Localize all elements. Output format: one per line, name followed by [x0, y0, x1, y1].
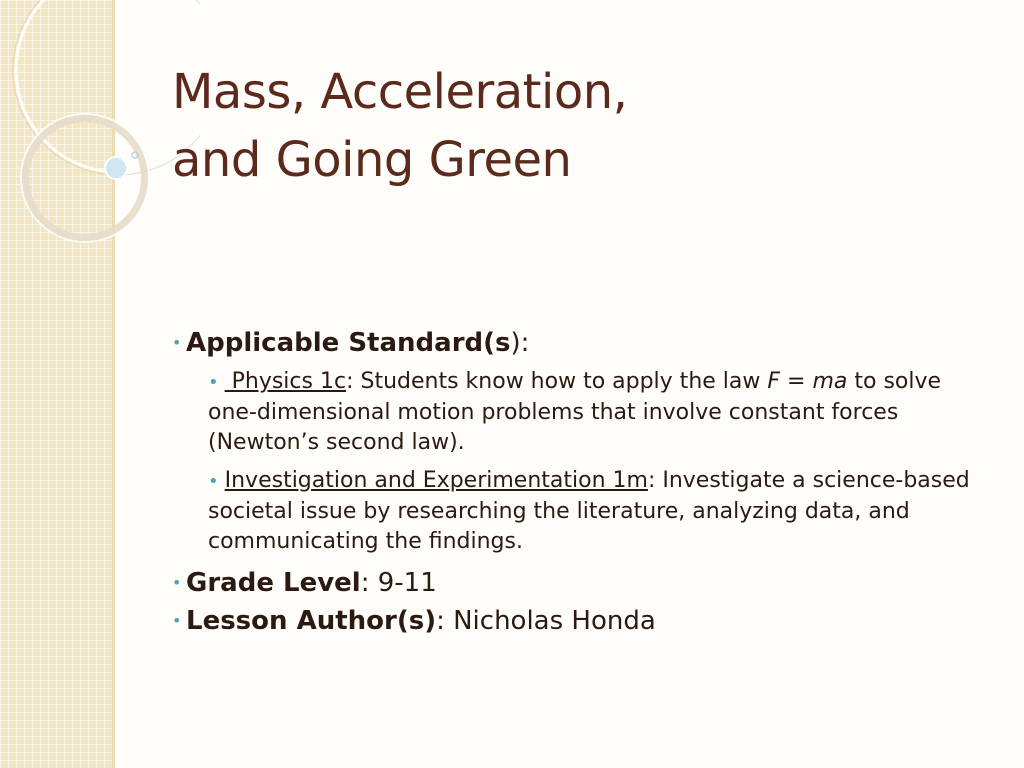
title-line-2: and Going Green [172, 132, 572, 188]
slide-body [172, 325, 992, 641]
formula-f: F [767, 369, 781, 394]
grade-label: Grade Level [186, 568, 361, 598]
lesson-author [172, 603, 992, 639]
standard-item-investigation [208, 466, 992, 557]
small-ring [25, 118, 145, 238]
bullet-icon: • [208, 372, 219, 393]
formula-ma: ma [812, 369, 848, 394]
standards-label-rest: ): [510, 328, 530, 358]
standard-text: Students know how to apply the law [353, 369, 768, 394]
standard-text: Investigate a science-based societal issue by researching the literature, analyzing data, and communicating the findings. [208, 468, 970, 554]
bullet-icon: • [208, 471, 219, 492]
small-ring-highlight [21, 114, 149, 242]
title-line-1: Mass, Acceleration, [172, 64, 628, 120]
standard-sep: : [647, 468, 656, 493]
grade-value: : 9-11 [360, 568, 437, 598]
standard-code: Physics 1c [224, 369, 347, 394]
standards-list [208, 367, 992, 557]
bullet-icon: • [172, 333, 182, 352]
standard-sep: : [346, 369, 354, 394]
standards-label: Applicable Standard(s [186, 328, 511, 358]
slide-title [172, 58, 627, 194]
bullet-icon: • [172, 573, 182, 592]
decorative-circles [0, 0, 200, 260]
author-label: Lesson Author(s) [186, 606, 437, 636]
standard-text-after: to solve one-dimensional motion problems that involve constant forces (Newton’s second law). [208, 369, 942, 455]
standards-heading [172, 325, 992, 361]
formula-eq: = [780, 369, 813, 394]
standard-item-physics [208, 367, 992, 458]
standard-code: Investigation and Experimentation 1m [224, 468, 648, 493]
bullet-icon: • [172, 611, 182, 630]
author-value: : Nicholas Honda [436, 606, 656, 636]
blue-dot [105, 157, 127, 179]
grade-level [172, 565, 992, 601]
